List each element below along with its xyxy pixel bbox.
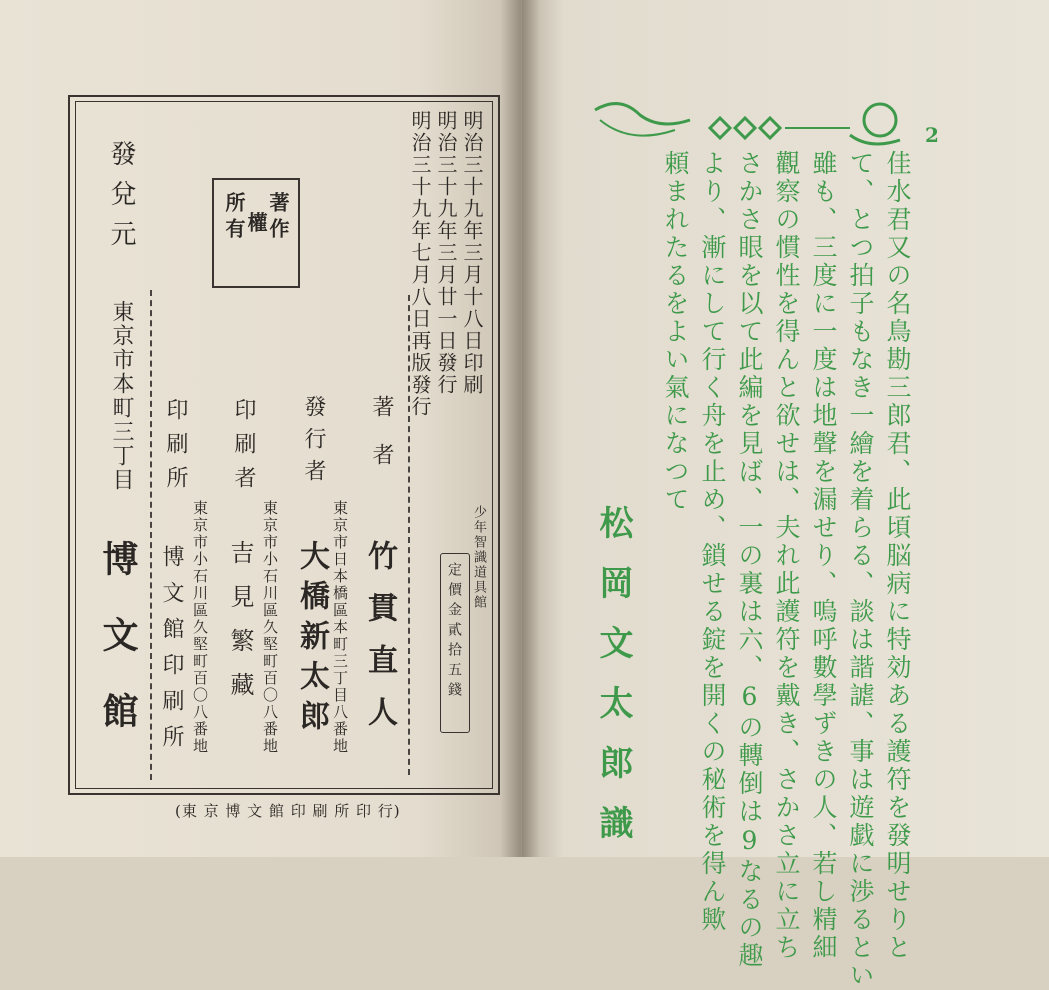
print-date: 明治三十九年三月十八日印刷 bbox=[460, 110, 484, 396]
house-name: 博文館 bbox=[97, 540, 139, 768]
printer-address: 東京市小石川區久堅町百〇八番地 bbox=[261, 500, 279, 755]
copyright-stamp-col-1: 著作 bbox=[266, 192, 290, 244]
author-name: 竹貫直人 bbox=[362, 540, 397, 748]
printer-label: 印刷者 bbox=[231, 398, 256, 500]
author-address: 東京市日本橋區本町三丁目八番地 bbox=[331, 500, 349, 755]
preface-line-2: て、とつ拍子もなき一繪を着らる、談は諧謔、事は遊戯に渉るとい bbox=[846, 150, 875, 990]
publisher-name: 大橋新太郎 bbox=[294, 540, 329, 740]
price-label: 定價金貳拾五錢 bbox=[446, 562, 462, 702]
page-number: 2 bbox=[925, 123, 939, 147]
divider-right bbox=[408, 295, 410, 775]
book-gutter bbox=[500, 0, 540, 857]
print-shop-name: 博文館印刷所 bbox=[159, 545, 184, 761]
issue-date: 明治三十九年三月廿一日發行 bbox=[434, 110, 458, 396]
preface-line-5: さかさ眼を以て此編を見ば、一の裏は六、6の轉倒は9なるの趣 bbox=[735, 150, 764, 970]
preface-line-7: 頼まれたるをよい氣になつて bbox=[661, 150, 690, 514]
preface-line-1: 佳水君又の名鳥勘三郎君、此頃脳病に特効ある護符を發明せりと bbox=[883, 150, 912, 962]
reprint-date: 明治三十九年七月八日再版發行 bbox=[408, 110, 432, 418]
colophon-footer: (東 京 博 文 館 印 刷 所 印 行) bbox=[175, 802, 401, 820]
preface-line-6: より、漸にして行く舟を止め、鎖せる錠を開くの秘術を得ん歟 bbox=[698, 150, 727, 934]
preface-signature: 松岡文太郎識 bbox=[593, 505, 633, 865]
preface-line-3: 雖も、三度に一度は地聲を漏せり、嗚呼數學ずきの人、若し精細 bbox=[809, 150, 838, 962]
printer-name: 吉見繁藏 bbox=[226, 540, 254, 716]
divider-left bbox=[150, 290, 152, 780]
house-address: 東京市本町三丁目 bbox=[109, 300, 134, 492]
print-shop-address: 東京市小石川區久堅町百〇八番地 bbox=[191, 500, 209, 755]
series-name: 少年智識道具館 bbox=[471, 505, 486, 610]
publisher-label: 發行者 bbox=[301, 395, 326, 491]
print-shop-label: 印刷所 bbox=[163, 398, 188, 500]
preface-line-4: 觀察の慣性を得んと欲せは、夫れ此護符を戴き、さかさ立に立ち bbox=[772, 150, 801, 962]
author-label: 著者 bbox=[369, 395, 394, 491]
house-label: 發兌元 bbox=[106, 140, 136, 260]
copyright-stamp-col-3: 所有 bbox=[222, 192, 246, 244]
copyright-stamp-col-2: 權 bbox=[244, 212, 268, 238]
